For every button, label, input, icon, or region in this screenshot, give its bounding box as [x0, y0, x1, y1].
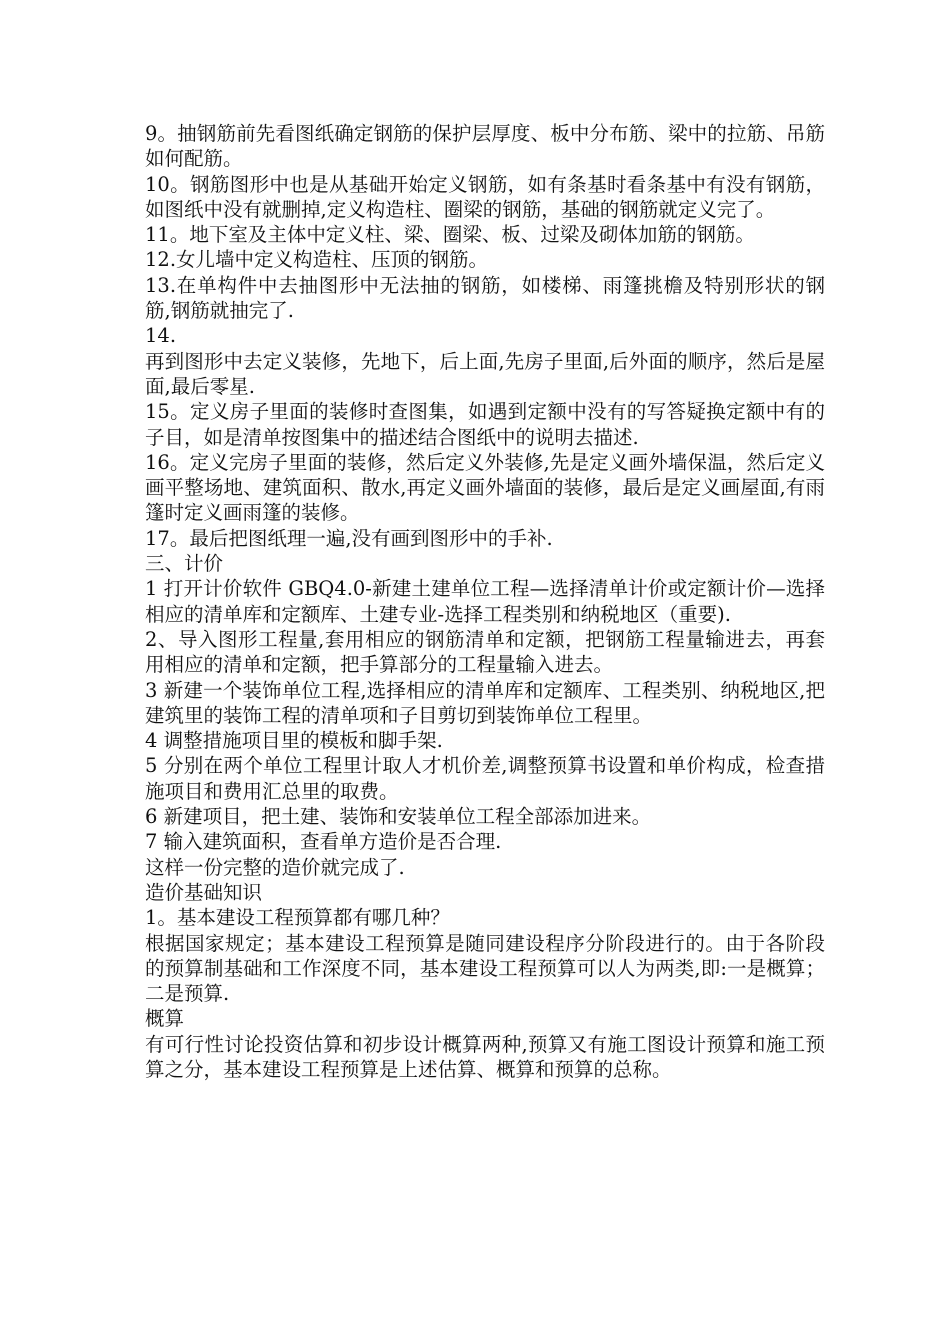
section-heading-basics: 造价基础知识 — [145, 880, 263, 904]
question-budget-types: 1。基本建设工程预算都有哪几种？ — [145, 906, 450, 930]
subheading-estimate: 概算 — [145, 1007, 185, 1031]
paragraph-final-check: 17。最后把图纸理一遍,没有画到图形中的手补. — [145, 526, 553, 550]
paragraph-basement-rebar: 11。地下室及主体中定义柱、梁、圈梁、板、过梁及砌体加筋的钢筋。 — [145, 223, 755, 247]
paragraph-interior-decoration: 15。定义房子里面的装修时查图集，如遇到定额中没有的写答疑换定额中有的子目，如是清单按图集中的描述结合图纸中的说明去描述. — [145, 400, 825, 449]
paragraph-completion: 这样一份完整的造价就完成了. — [145, 855, 405, 879]
paragraph-answer-budget: 根据国家规定；基本建设工程预算是随同建设程序分阶段进行的。由于各阶段的预算制基础和工作深度不同，基本建设工程预算可以人为两类,即:一是概算；二是预算. — [145, 931, 825, 1006]
document-body — [145, 121, 825, 1082]
paragraph-pricing-step-4: 4 调整措施项目里的模板和脚手架. — [145, 729, 443, 753]
section-heading-pricing: 三、计价 — [145, 552, 224, 576]
paragraph-pricing-step-3: 3 新建一个装饰单位工程,选择相应的清单库和定额库、工程类别、纳税地区,把建筑里的装饰工程的清单项和子目剪切到装饰单位工程里。 — [145, 678, 825, 727]
paragraph-single-component: 13.在单构件中去抽图形中无法抽的钢筋，如楼梯、雨篷挑檐及特别形状的钢筋,钢筋就抽完了. — [145, 273, 825, 323]
paragraph-pricing-step-2: 2、导入图形工程量,套用相应的钢筋清单和定额，把钢筋工程量输进去，再套用相应的清单和定额，把手算部分的工程量输入进去。 — [145, 627, 825, 677]
paragraph-pricing-step-6: 6 新建项目，把土建、装饰和安装单位工程全部添加进来。 — [145, 805, 652, 829]
paragraph-parapet-rebar: 12.女儿墙中定义构造柱、压顶的钢筋。 — [145, 248, 489, 272]
paragraph-decoration-order: 再到图形中去定义装修，先地下，后上面,先房子里面,后外面的顺序，然后是屋面,最后零星. — [145, 349, 825, 398]
paragraph-exterior-decoration: 16。定义完房子里面的装修，然后定义外装修,先是定义画外墙保温，然后定义画平整场地、建筑面积、散水,再定义画外墙面的装修，最后是定义画屋面,有雨篷时定义画雨篷的装修。 — [145, 450, 825, 525]
paragraph-step-14-number: 14. — [145, 324, 177, 348]
paragraph-pricing-step-7: 7 输入建筑面积，查看单方造价是否合理. — [145, 830, 502, 854]
paragraph-pricing-step-5: 5 分别在两个单位工程里计取人才机价差,调整预算书设置和单价构成，检查措施项目和费用汇总里的取费。 — [145, 754, 825, 803]
paragraph-rebar-cover: 9。抽钢筋前先看图纸确定钢筋的保护层厚度、板中分布筋、梁中的拉筋、吊筋如何配筋。 — [145, 122, 825, 171]
paragraph-pricing-step-1: 1 打开计价软件 GBQ4.0-新建土建单位工程—选择清单计价或定额计价—选择相应的清单库和定额库、土建专业-选择工程类别和纳税地区（重要). — [145, 577, 825, 626]
paragraph-rebar-foundation: 10。钢筋图形中也是从基础开始定义钢筋，如有条基时看条基中有没有钢筋，如图纸中没有就删掉,定义构造柱、圈梁的钢筋，基础的钢筋就定义完了。 — [145, 172, 825, 221]
paragraph-estimate-detail: 有可行性讨论投资估算和初步设计概算两种,预算又有施工图设计预算和施工预算之分，基本建设工程预算是上述估算、概算和预算的总称。 — [145, 1032, 825, 1081]
